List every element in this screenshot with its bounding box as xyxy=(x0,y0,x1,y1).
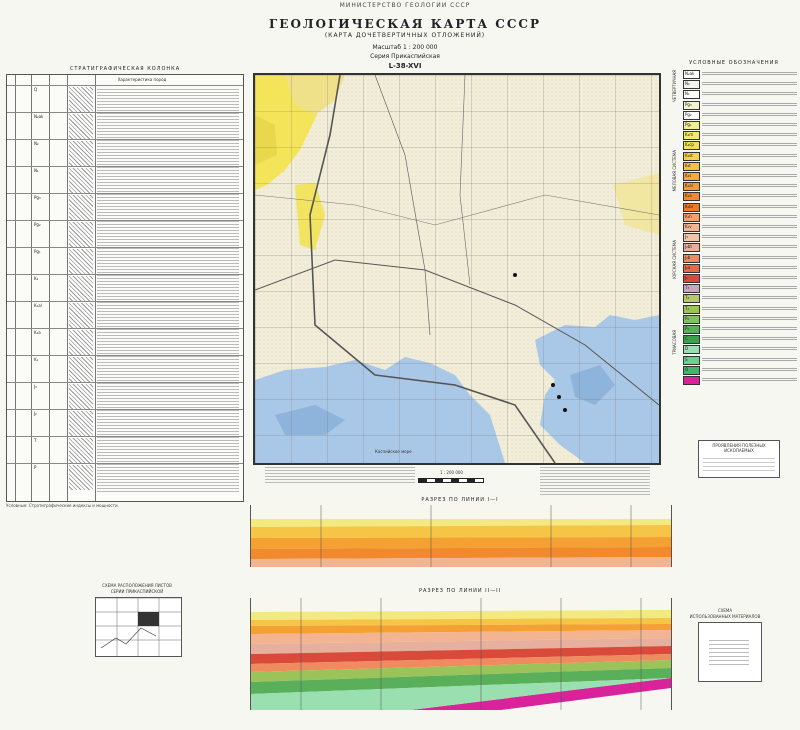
sheet-index-canvas xyxy=(96,598,181,656)
legend-swatch xyxy=(683,192,700,201)
legend-symbol: K₁a xyxy=(685,193,692,199)
legend-symbol: K₂m xyxy=(685,132,694,138)
legend-swatch xyxy=(683,356,700,365)
strat-lithology-column xyxy=(69,438,93,463)
strat-lithology-column xyxy=(69,168,93,193)
mineral-box-title: ПРОЯВЛЕНИЯ ПОЛЕЗНЫХ ИСКОПАЕМЫХ xyxy=(712,443,766,453)
strat-row-index: Pg₃ xyxy=(34,195,41,200)
legend-group-label: ТРИАСОВАЯ xyxy=(672,330,677,355)
section-2-canvas xyxy=(251,598,671,710)
legend-item xyxy=(683,315,798,324)
strat-row-description xyxy=(97,411,239,438)
legend-item xyxy=(683,366,798,375)
legend-symbol: Pg₂ xyxy=(685,111,692,117)
legend-swatch xyxy=(683,131,700,140)
strat-row xyxy=(7,436,243,464)
strat-lithology-column xyxy=(69,87,93,112)
strat-row-description xyxy=(97,303,239,330)
legend-text xyxy=(702,163,797,167)
legend-item xyxy=(683,162,798,171)
legend-item xyxy=(683,284,798,293)
legend-swatch xyxy=(683,90,700,99)
legend-swatch xyxy=(683,335,700,344)
strat-row-index: T xyxy=(34,438,37,443)
legend-item xyxy=(683,192,798,201)
strat-row-description xyxy=(97,465,239,492)
legend-text xyxy=(702,71,797,75)
materials-title: СХЕМА xyxy=(717,608,733,613)
sheet-number: L-38-XVI xyxy=(388,62,422,70)
legend-symbol: T₃ xyxy=(685,285,690,291)
legend-symbol: N₂ak xyxy=(685,71,695,76)
legend-title: УСЛОВНЫЕ ОБОЗНАЧЕНИЯ xyxy=(689,60,779,66)
legend-text xyxy=(702,244,797,248)
strat-row-index: K₁a xyxy=(34,330,41,335)
map-title: ГЕОЛОГИЧЕСКАЯ КАРТА СССР xyxy=(269,17,541,31)
strat-row xyxy=(7,220,243,248)
legend-item xyxy=(683,131,798,140)
sea-caption: Каспийское море xyxy=(375,449,412,454)
materials-diagram xyxy=(698,622,762,682)
legend-swatch xyxy=(683,315,700,324)
section-2-title: РАЗРЕЗ ПО ЛИНИИ II—II xyxy=(418,588,502,594)
strat-lithology-column xyxy=(69,303,93,328)
map-grid xyxy=(255,75,659,463)
strat-row-description xyxy=(97,222,239,249)
strat-row-description xyxy=(97,141,239,168)
legend-swatch xyxy=(683,101,700,110)
strat-row-description xyxy=(97,114,239,141)
legend-symbol: J₁ xyxy=(685,275,688,280)
legend-text xyxy=(702,173,797,177)
stratigraphic-column xyxy=(6,66,244,502)
legend-text xyxy=(702,214,797,218)
legend-text xyxy=(702,316,797,320)
strat-row xyxy=(7,409,243,437)
legend-symbol: Pg₃ xyxy=(685,101,692,107)
map-canvas xyxy=(255,75,659,463)
legend-swatch xyxy=(683,162,700,171)
legend-item xyxy=(683,274,798,283)
legend-swatch xyxy=(683,223,700,232)
legend-text xyxy=(702,326,797,330)
legend-text xyxy=(702,275,797,279)
legend-symbol: P₂ xyxy=(685,315,690,321)
legend-swatch xyxy=(683,213,700,222)
legend-symbol: T₂ xyxy=(685,295,690,301)
point-marker xyxy=(563,408,567,412)
imprint-text-block xyxy=(265,465,415,485)
strat-lithology-column xyxy=(69,357,93,382)
legend-text xyxy=(702,122,797,126)
strat-row-description xyxy=(97,249,239,276)
legend-symbol: K₁br xyxy=(685,203,694,209)
strat-row xyxy=(7,112,243,140)
mineral-box-content xyxy=(703,455,775,473)
sheet-index-title: СХЕМА РАСПОЛОЖЕНИЯ ЛИСТОВ xyxy=(102,583,172,588)
legend-item xyxy=(683,325,798,334)
legend-swatch xyxy=(683,243,700,252)
strat-row-index: K₁al xyxy=(34,303,42,308)
legend-item xyxy=(683,223,798,232)
materials-subtitle: ИСПОЛЬЗОВАННЫХ МАТЕРИАЛОВ xyxy=(689,614,761,619)
legend-text xyxy=(702,336,797,340)
strat-row-index: P xyxy=(34,465,37,470)
legend-symbol: K₂t xyxy=(685,162,691,168)
legend-item xyxy=(683,111,798,120)
strat-lithology-column xyxy=(69,465,93,490)
legend-text xyxy=(702,102,797,106)
legend-text xyxy=(702,142,797,146)
strat-row xyxy=(7,382,243,410)
strat-row-index: Pg₁ xyxy=(34,249,41,254)
strat-lithology-column xyxy=(69,222,93,247)
strat-row xyxy=(7,139,243,167)
legend-symbol: K₁v xyxy=(685,224,692,229)
legend-item xyxy=(683,121,798,130)
legend-symbol: J₂a xyxy=(685,264,691,270)
legend-symbol: J₂bt xyxy=(685,244,692,250)
legend-text xyxy=(702,346,797,350)
legend-symbol: K₂cp xyxy=(685,142,694,148)
legend-item xyxy=(683,80,798,89)
legend-swatch xyxy=(683,111,700,120)
legend-swatch xyxy=(683,294,700,303)
cross-section-1 xyxy=(250,505,672,567)
legend-swatch xyxy=(683,80,700,89)
legend-symbol: T₁ xyxy=(685,305,690,311)
legend-text xyxy=(702,377,797,381)
legend-text xyxy=(702,367,797,371)
strat-row-index: J₂ xyxy=(34,411,37,416)
legend-item xyxy=(683,305,798,314)
strat-row xyxy=(7,355,243,383)
sheet-index-diagram xyxy=(95,597,182,657)
strat-lithology-column xyxy=(69,330,93,355)
legend-text xyxy=(702,132,797,136)
imprint-text-block-2 xyxy=(540,465,650,495)
legend-swatch xyxy=(683,233,700,242)
legend-symbol: S xyxy=(685,356,688,362)
legend-item xyxy=(683,243,798,252)
legend-swatch xyxy=(683,264,700,273)
legend-symbol: J₂b xyxy=(685,254,691,260)
legend-text xyxy=(702,285,797,289)
legend-swatch xyxy=(683,172,700,181)
legend-text xyxy=(702,255,797,259)
materials-diagram-content xyxy=(709,637,749,667)
legend-swatch xyxy=(683,152,700,161)
legend-text xyxy=(702,224,797,228)
legend-symbol: K₁al xyxy=(685,183,693,189)
legend-item xyxy=(683,172,798,181)
legend-group-label: ЮРСКАЯ СИСТЕМА xyxy=(672,240,677,279)
strat-lithology-column xyxy=(69,384,93,409)
strat-row-index: N₂ xyxy=(34,141,39,146)
strat-row-description xyxy=(97,87,239,114)
strat-column-title: СТРАТИГРАФИЧЕСКАЯ КОЛОНКА xyxy=(69,66,181,72)
legend-item xyxy=(683,335,798,344)
legend-symbol: J₃ xyxy=(685,234,688,240)
strat-lithology-column xyxy=(69,276,93,301)
legend-swatch xyxy=(683,284,700,293)
legend-symbol: Pg₁ xyxy=(685,122,692,127)
legend-item xyxy=(683,203,798,212)
legend-text xyxy=(702,306,797,310)
mineral-occurrences-box xyxy=(698,440,780,478)
legend-item xyxy=(683,254,798,263)
point-marker xyxy=(557,395,561,399)
legend-text xyxy=(702,295,797,299)
strat-row-index: N₁ xyxy=(34,168,39,173)
legend-symbol: O xyxy=(685,366,689,372)
legend-item xyxy=(683,70,798,79)
legend-item xyxy=(683,101,798,110)
legend-text xyxy=(702,204,797,208)
legend-swatch xyxy=(683,121,700,130)
strat-row xyxy=(7,301,243,329)
strat-lithology-column xyxy=(69,195,93,220)
strat-row xyxy=(7,85,243,113)
map-scale: Масштаб 1 : 200 000 xyxy=(372,44,438,51)
legend-swatch xyxy=(683,203,700,212)
strat-row-index: K₁ xyxy=(34,357,39,362)
legend-swatch xyxy=(683,274,700,283)
strat-row xyxy=(7,166,243,194)
strat-row-index: J₃ xyxy=(34,384,37,389)
strat-row xyxy=(7,274,243,302)
legend-item xyxy=(683,90,798,99)
legend-symbol: N₁ xyxy=(685,91,690,97)
strat-row xyxy=(7,247,243,275)
legend-item xyxy=(683,294,798,303)
strat-row-description xyxy=(97,168,239,195)
geological-map[interactable] xyxy=(253,73,661,465)
legend-item xyxy=(683,356,798,365)
legend-symbol: K₂s xyxy=(685,173,692,178)
legend-swatch xyxy=(683,345,700,354)
legend-swatch xyxy=(683,70,700,79)
point-marker xyxy=(513,273,517,277)
legend-text xyxy=(702,357,797,361)
strat-lithology-column xyxy=(69,141,93,166)
legend-swatch xyxy=(683,141,700,150)
legend-item xyxy=(683,233,798,242)
legend-item xyxy=(683,141,798,150)
section-1-title: РАЗРЕЗ ПО ЛИНИИ I—I xyxy=(421,497,499,503)
legend-text xyxy=(702,153,797,157)
legend-text xyxy=(702,81,797,85)
strat-row-index: Q xyxy=(34,87,38,92)
legend-item xyxy=(683,264,798,273)
legend-group-label: ЧЕТВЕРТИЧНАЯ xyxy=(672,70,677,103)
legend-text xyxy=(702,265,797,269)
map-series: Серия Прикаспийская xyxy=(370,53,440,60)
strat-row xyxy=(7,328,243,356)
strat-row-description xyxy=(97,384,239,411)
legend-text xyxy=(702,234,797,238)
strat-row xyxy=(7,463,243,491)
strat-row-description xyxy=(97,276,239,303)
legend-symbol: K₂st xyxy=(685,152,693,158)
strat-row xyxy=(7,193,243,221)
legend-item xyxy=(683,376,798,385)
strat-row-index: N₂ak xyxy=(34,114,44,119)
legend-swatch xyxy=(683,254,700,263)
strat-description-header: Характеристика пород xyxy=(117,77,167,82)
legend-symbol: K₁h xyxy=(685,213,692,219)
legend-swatch xyxy=(683,376,700,385)
legend-item xyxy=(683,152,798,161)
legend-symbol: N₂ xyxy=(685,81,690,87)
legend-item xyxy=(683,213,798,222)
cross-section-2 xyxy=(250,598,672,710)
legend-symbol: D xyxy=(685,346,689,352)
legend-item xyxy=(683,182,798,191)
strat-row-index: Pg₂ xyxy=(34,222,41,227)
legend-swatch xyxy=(683,325,700,334)
legend-swatch xyxy=(683,305,700,314)
legend-group-label: МЕЛОВАЯ СИСТЕМА xyxy=(672,150,677,192)
map-subtitle: (КАРТА ДОЧЕТВЕРТИЧНЫХ ОТЛОЖЕНИЙ) xyxy=(324,32,486,39)
legend-text xyxy=(702,112,797,116)
section-1-canvas xyxy=(251,505,671,567)
strat-lithology-column xyxy=(69,249,93,274)
legend-swatch xyxy=(683,182,700,191)
strat-lithology-column xyxy=(69,114,93,139)
legend-symbol: C xyxy=(685,336,688,342)
scale-bar xyxy=(418,478,484,483)
legend-text xyxy=(702,193,797,197)
strat-row-description xyxy=(97,330,239,357)
legend-text xyxy=(702,183,797,187)
legend-swatch xyxy=(683,366,700,375)
strat-row-description xyxy=(97,438,239,465)
point-marker xyxy=(551,383,555,387)
strat-note: Условные: Стратиграфические индексы и мощности. xyxy=(6,503,119,508)
ministry-text: МИНИСТЕРСТВО ГЕОЛОГИИ СССР xyxy=(339,2,471,9)
sheet-index-subtitle: СЕРИИ ПРИКАСПИЙСКОЙ xyxy=(110,589,164,594)
strat-row-index: K₂ xyxy=(34,276,39,281)
legend-text xyxy=(702,91,797,95)
strat-row-description xyxy=(97,195,239,222)
scale-bar-label: 1 : 200 000 xyxy=(440,470,463,475)
strat-lithology-column xyxy=(69,411,93,436)
legend-symbol: P₁ xyxy=(685,326,690,331)
legend-item xyxy=(683,345,798,354)
strat-row-description xyxy=(97,357,239,384)
